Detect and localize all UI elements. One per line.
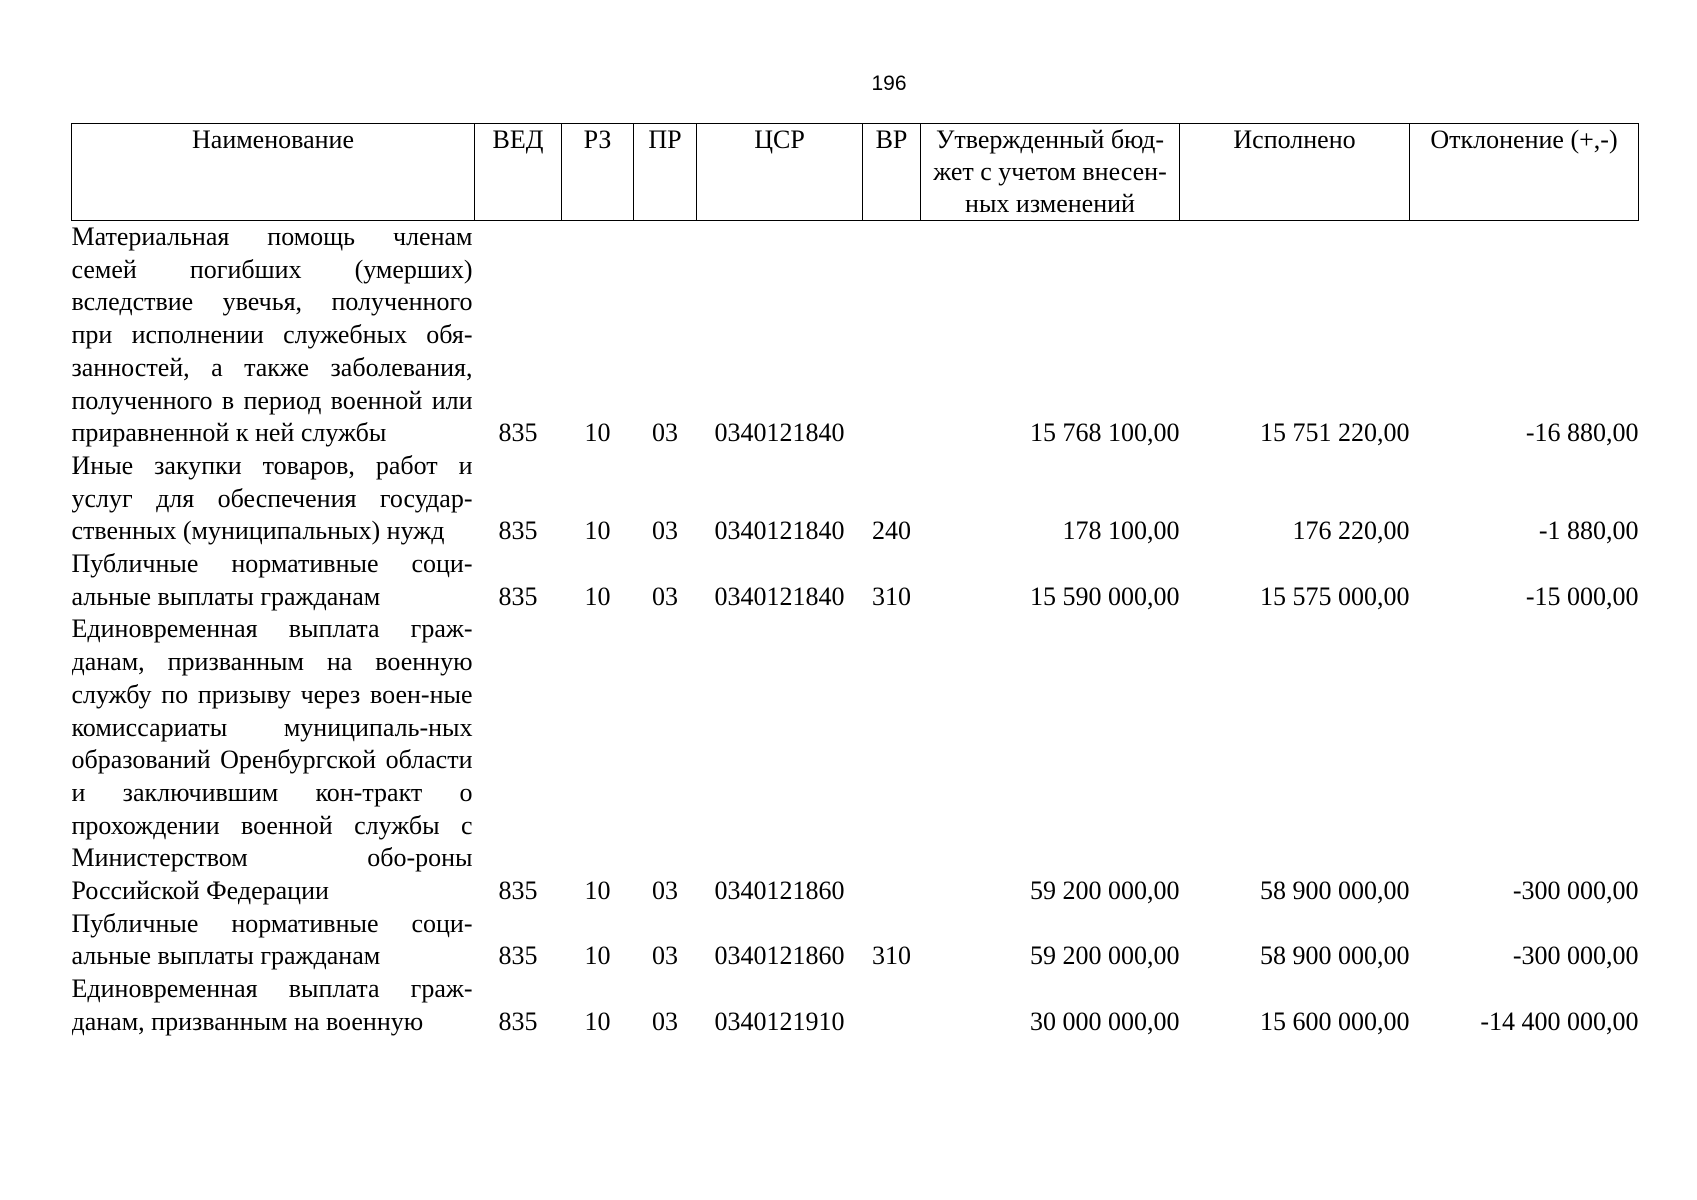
header-approved-budget: Утвержденный бюд-жет с учетом внесен-ных изменений	[921, 124, 1180, 221]
header-pr: ПР	[634, 124, 697, 221]
header-ved: ВЕД	[475, 124, 562, 221]
table-row	[72, 221, 1639, 450]
header-deviation: Отклонение (+,-)	[1410, 124, 1639, 221]
cell-ved: 835	[498, 581, 538, 611]
cell-csr: 0340121840	[714, 516, 845, 546]
header-executed: Исполнено	[1180, 124, 1410, 221]
cell-csr: 0340121840	[714, 418, 845, 448]
table-row	[72, 450, 1639, 548]
cell-rz: 10	[584, 1006, 611, 1036]
cell-name: Единовременная выплата граж-данам, призванным на военную	[71, 974, 473, 1036]
cell-csr: 0340121860	[714, 941, 845, 971]
header-vr: ВР	[863, 124, 921, 221]
cell-approved-budget: 15 768 100,00	[1030, 418, 1180, 448]
cell-csr: 0340121840	[714, 581, 845, 611]
cell-ved: 835	[498, 876, 538, 906]
header-row	[72, 124, 1639, 221]
cell-deviation: -300 000,00	[1512, 941, 1639, 971]
cell-executed: 15 600 000,00	[1260, 1006, 1410, 1036]
cell-approved-budget: 59 200 000,00	[1030, 941, 1180, 971]
cell-rz: 10	[584, 876, 611, 906]
cell-rz: 10	[584, 581, 611, 611]
cell-name: Материальная помощь членам семей погибших (умерших) вследствие увечья, полученного при исполнении служебных обя-занностей, а также заболевания, полученного в период военной или приравненной к ней службы	[71, 222, 473, 448]
header-rz: РЗ	[562, 124, 634, 221]
cell-rz: 10	[584, 516, 611, 546]
table-row	[72, 548, 1639, 613]
cell-ved: 835	[498, 418, 538, 448]
cell-csr: 0340121860	[714, 876, 845, 906]
cell-vr: 240	[872, 516, 911, 546]
cell-vr	[863, 221, 921, 450]
header-csr: ЦСР	[697, 124, 863, 221]
cell-ved: 835	[498, 516, 538, 546]
cell-pr: 03	[652, 941, 678, 971]
budget-execution-table	[71, 123, 1639, 1039]
cell-pr: 03	[652, 516, 678, 546]
table-body	[72, 221, 1639, 1039]
cell-rz: 10	[584, 941, 611, 971]
cell-approved-budget: 30 000 000,00	[1030, 1006, 1180, 1036]
cell-approved-budget: 59 200 000,00	[1030, 876, 1180, 906]
cell-name: Публичные нормативные соци-альные выплаты гражданам	[71, 908, 473, 971]
cell-csr: 0340121910	[714, 1006, 845, 1036]
cell-executed: 15 575 000,00	[1260, 581, 1410, 611]
cell-pr: 03	[652, 1006, 678, 1036]
cell-executed: 176 220,00	[1292, 516, 1410, 546]
table-header	[72, 124, 1639, 221]
table-row	[72, 908, 1639, 973]
page-number: 196	[871, 72, 907, 95]
cell-deviation: -15 000,00	[1525, 581, 1639, 611]
cell-pr: 03	[652, 581, 678, 611]
table-row	[72, 973, 1639, 1038]
cell-rz: 10	[584, 418, 611, 448]
cell-name: Публичные нормативные соци-альные выплаты гражданам	[71, 549, 473, 611]
cell-deviation: -14 400 000,00	[1480, 1006, 1639, 1036]
cell-deviation: -300 000,00	[1512, 876, 1639, 906]
cell-name: Иные закупки товаров, работ и услуг для обеспечения государ-ственных (муниципальных) нужд	[71, 450, 473, 546]
cell-executed: 15 751 220,00	[1260, 418, 1410, 448]
cell-ved: 835	[498, 941, 538, 971]
cell-deviation: -1 880,00	[1538, 516, 1639, 546]
cell-executed: 58 900 000,00	[1260, 941, 1410, 971]
cell-approved-budget: 15 590 000,00	[1030, 581, 1180, 611]
cell-approved-budget: 178 100,00	[1062, 516, 1180, 546]
cell-name: Единовременная выплата граж-данам, призванным на военную службу по призыву через воен-ные комиссариаты муниципаль-ных образований Оренбургской области и заключившим кон-тракт о прохождении военной службы с Министерством обо-роны Российской Федерации	[71, 614, 473, 906]
cell-ved: 835	[498, 1006, 538, 1036]
cell-deviation: -16 880,00	[1525, 418, 1639, 448]
cell-vr: 310	[872, 941, 911, 971]
cell-vr: 310	[872, 581, 911, 611]
cell-pr: 03	[652, 876, 678, 906]
cell-pr: 03	[652, 418, 678, 448]
cell-vr	[863, 973, 921, 1038]
header-name: Наименование	[72, 124, 475, 221]
cell-vr	[863, 613, 921, 907]
table-row	[72, 613, 1639, 907]
cell-executed: 58 900 000,00	[1260, 876, 1410, 906]
